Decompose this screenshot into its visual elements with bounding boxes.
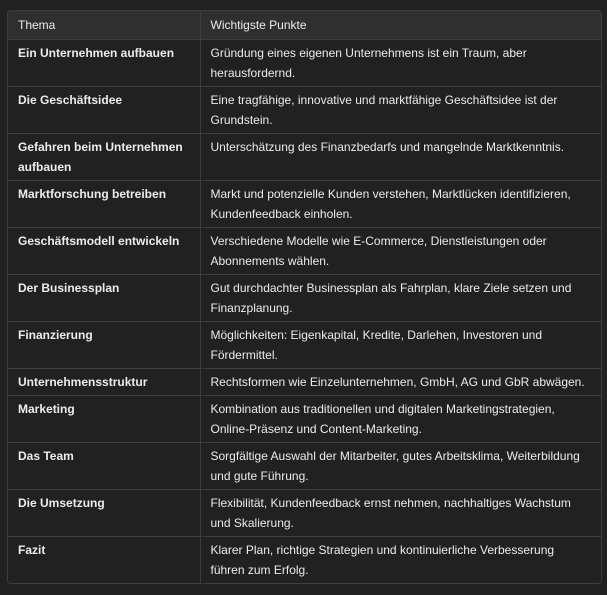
row-points: Möglichkeiten: Eigenkapital, Kredite, Darlehen, Investoren und Fördermittel. xyxy=(200,322,601,369)
row-topic: Marktforschung betreiben xyxy=(8,181,200,228)
table-row xyxy=(8,275,601,322)
header-topic: Thema xyxy=(8,11,200,40)
row-points: Gut durchdachter Businessplan als Fahrplan, klare Ziele setzen und Finanzplanung. xyxy=(200,275,601,322)
row-points: Klarer Plan, richtige Strategien und kontinuierliche Verbesserung führen zum Erfolg. xyxy=(200,537,601,584)
table-row xyxy=(8,396,601,443)
row-points: Sorgfältige Auswahl der Mitarbeiter, gutes Arbeitsklima, Weiterbildung und gute Führung. xyxy=(200,443,601,490)
table-row xyxy=(8,134,601,181)
row-topic: Die Umsetzung xyxy=(8,490,200,537)
table-row xyxy=(8,322,601,369)
row-topic: Finanzierung xyxy=(8,322,200,369)
table-row xyxy=(8,40,601,87)
table-row xyxy=(8,228,601,275)
row-points: Gründung eines eigenen Unternehmens ist ein Traum, aber herausfordernd. xyxy=(200,40,601,87)
summary-table-container xyxy=(7,10,602,584)
row-topic: Geschäftsmodell entwickeln xyxy=(8,228,200,275)
row-topic: Fazit xyxy=(18,543,46,557)
table-row xyxy=(8,369,601,396)
table-row xyxy=(8,87,601,134)
row-topic: Unternehmensstruktur xyxy=(8,369,200,396)
table-row xyxy=(8,537,601,584)
row-topic: Der Businessplan xyxy=(8,275,200,322)
table-header-row xyxy=(8,11,601,40)
row-points: Verschiedene Modelle wie E-Commerce, Dienstleistungen oder Abonnements wählen. xyxy=(200,228,601,275)
row-topic: Die Geschäftsidee xyxy=(8,87,200,134)
row-topic: Marketing xyxy=(8,396,200,443)
header-points: Wichtigste Punkte xyxy=(200,11,601,40)
table-row xyxy=(8,443,601,490)
row-topic: Gefahren beim Unternehmen aufbauen xyxy=(8,134,200,181)
row-points: Unterschätzung des Finanzbedarfs und mangelnde Marktkenntnis. xyxy=(200,134,601,181)
row-topic: Ein Unternehmen aufbauen xyxy=(8,40,200,87)
row-points: Eine tragfähige, innovative und marktfähige Geschäftsidee ist der Grundstein. xyxy=(200,87,601,134)
row-points: Kombination aus traditionellen und digitalen Marketingstrategien, Online-Präsenz und Content-Marketing. xyxy=(200,396,601,443)
summary-table xyxy=(8,11,601,583)
table-row xyxy=(8,181,601,228)
table-row xyxy=(8,490,601,537)
row-topic: Das Team xyxy=(8,443,200,490)
row-points: Rechtsformen wie Einzelunternehmen, GmbH, AG und GbR abwägen. xyxy=(200,369,601,396)
row-points: Markt und potenzielle Kunden verstehen, Marktlücken identifizieren, Kundenfeedback einholen. xyxy=(200,181,601,228)
row-points: Flexibilität, Kundenfeedback ernst nehmen, nachhaltiges Wachstum und Skalierung. xyxy=(200,490,601,537)
